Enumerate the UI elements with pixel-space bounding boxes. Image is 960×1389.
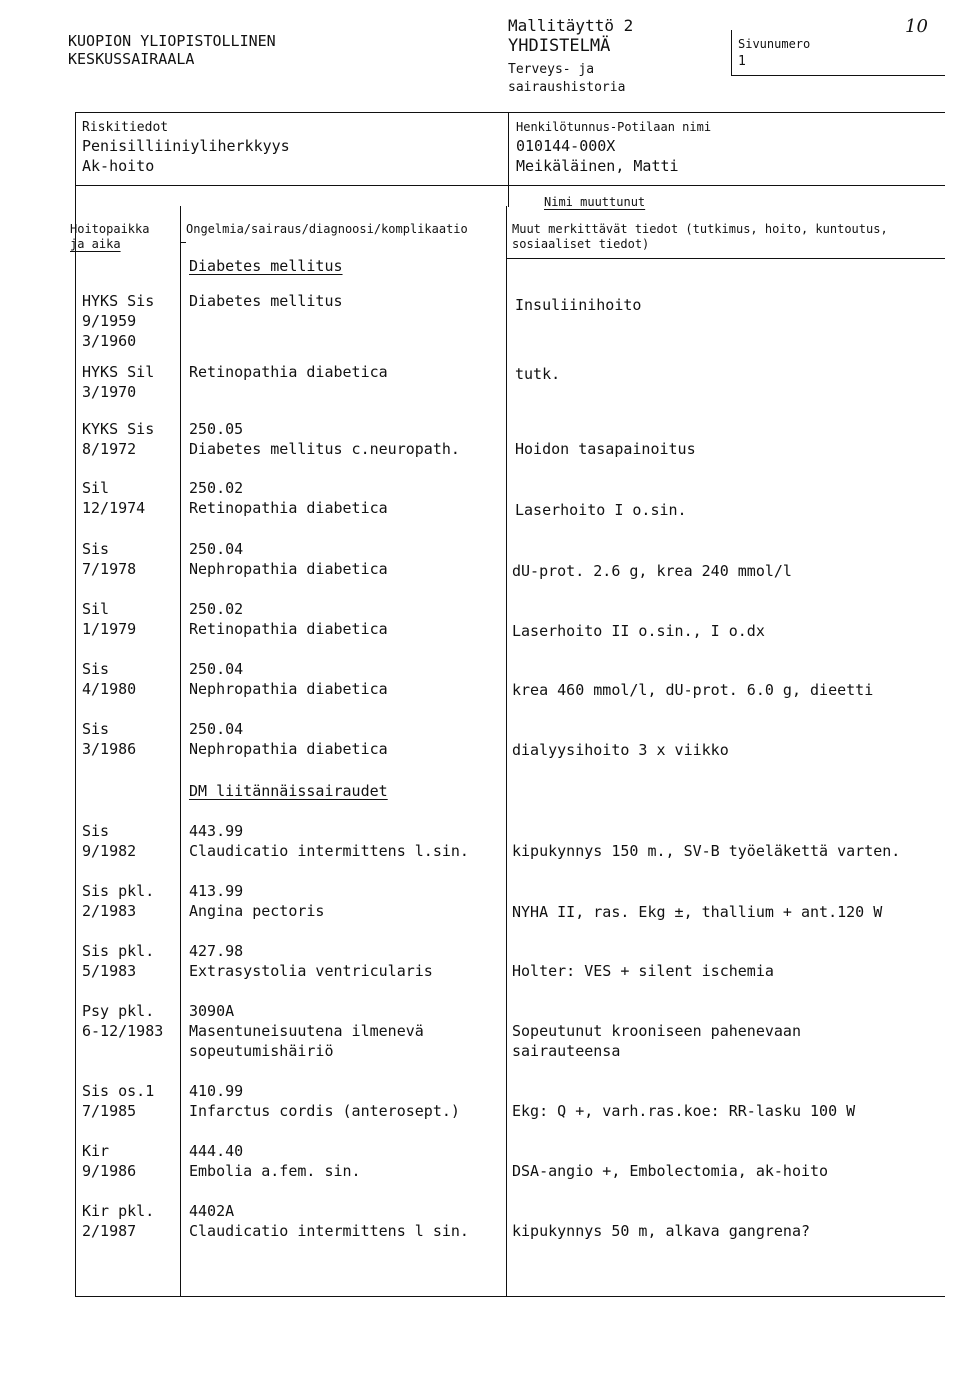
row-notes: NYHA II, ras. Ekg ±, thallium + ant.120 W: [512, 903, 883, 921]
page-number-label: Sivunumero: [738, 37, 811, 51]
row-time: 2/1987: [82, 1222, 137, 1240]
row-code: 250.04: [189, 720, 244, 738]
row-time: 3/1986: [82, 740, 137, 758]
row-code: 4402A: [189, 1202, 235, 1220]
risk-line-2: Ak-hoito: [82, 157, 155, 175]
form-subtitle-1: Terveys- ja: [508, 62, 595, 77]
row-code: 443.99: [189, 822, 244, 840]
row-diagnosis: Claudicatio intermittens l sin.: [189, 1222, 469, 1240]
row-time: 5/1983: [82, 962, 137, 980]
risk-line-1: Penisilliiniyliherkkyys: [82, 137, 290, 155]
page-box-bottom-border: [731, 75, 945, 76]
row-place: Psy pkl.: [82, 1002, 155, 1020]
row-notes: kipukynnys 150 m., SV-B työeläkettä varten.: [512, 842, 901, 860]
row-time: 9/1986: [82, 1162, 137, 1180]
page-box-left-border: [731, 30, 732, 76]
row-code: 250.04: [189, 540, 244, 558]
column-divider-2: [506, 206, 507, 1296]
row-diagnosis: Embolia a.fem. sin.: [189, 1162, 361, 1180]
row-notes: kipukynnys 50 m, alkava gangrena?: [512, 1222, 811, 1240]
risk-label: Riskitiedot: [82, 120, 169, 135]
row-diagnosis-2: sopeutumishäiriö: [189, 1042, 334, 1060]
header-rule-short: [180, 242, 186, 243]
row-diagnosis: Masentuneisuutena ilmenevä: [189, 1022, 424, 1040]
row-notes: Holter: VES + silent ischemia: [512, 962, 774, 980]
row-diagnosis: Infarctus cordis (anterosept.): [189, 1102, 460, 1120]
row-code: 250.02: [189, 600, 244, 618]
section-title-diabetes: Diabetes mellitus: [189, 257, 343, 275]
row-notes-2: sairauteensa: [512, 1042, 621, 1060]
row-diagnosis: Extrasystolia ventricularis: [189, 962, 433, 980]
row-notes: krea 460 mmol/l, dU-prot. 6.0 g, dieetti: [512, 681, 874, 699]
row-time: 9/1959: [82, 312, 137, 330]
col-notes-header-2: sosiaaliset tiedot): [512, 237, 650, 251]
row-time: 8/1972: [82, 440, 137, 458]
row-diagnosis: Claudicatio intermittens l.sin.: [189, 842, 469, 860]
row-diagnosis: Nephropathia diabetica: [189, 740, 388, 758]
row-notes: dU-prot. 2.6 g, krea 240 mmol/l: [512, 562, 792, 580]
row-code: 427.98: [189, 942, 244, 960]
col-notes-header-1: Muut merkittävät tiedot (tutkimus, hoito, kuntoutus,: [512, 222, 888, 236]
patient-name: Meikäläinen, Matti: [516, 157, 679, 175]
row-notes: dialyysihoito 3 x viikko: [512, 741, 729, 759]
hospital-name-line1: KUOPION YLIOPISTOLLINEN: [68, 32, 276, 50]
page-number: 1: [738, 54, 746, 69]
row-diagnosis: Nephropathia diabetica: [189, 680, 388, 698]
row-place: KYKS Sis: [82, 420, 155, 438]
name-note-box-left: [508, 185, 509, 207]
row-place: Kir: [82, 1142, 110, 1160]
form-subtitle-2: sairaushistoria: [508, 80, 626, 95]
row-place: Sis: [82, 660, 110, 678]
column-divider-1: [180, 206, 181, 1296]
row-code: 410.99: [189, 1082, 244, 1100]
row-time: 2/1983: [82, 902, 137, 920]
frame-top: [75, 112, 945, 113]
row-time: 1/1979: [82, 620, 137, 638]
row-code: 413.99: [189, 882, 244, 900]
section-title-dm-complications: DM liitännäissairaudet: [189, 782, 388, 800]
row-diagnosis: Diabetes mellitus: [189, 292, 343, 310]
row-time-2: 3/1960: [82, 332, 137, 350]
row-diagnosis: Angina pectoris: [189, 902, 325, 920]
row-place: Sis: [82, 822, 110, 840]
row-place: Sil: [82, 479, 110, 497]
row-notes: tutk.: [515, 365, 561, 383]
row-time: 9/1982: [82, 842, 137, 860]
row-place: Sis pkl.: [82, 882, 155, 900]
row-diagnosis: Nephropathia diabetica: [189, 560, 388, 578]
row-time: 3/1970: [82, 383, 137, 401]
row-place: HYKS Sil: [82, 363, 155, 381]
row-diagnosis: Retinopathia diabetica: [189, 499, 388, 517]
col-place-header-2: ja aika: [70, 237, 121, 251]
row-notes: Laserhoito I o.sin.: [515, 501, 687, 519]
row-time: 7/1978: [82, 560, 137, 578]
header-rule-long: [506, 258, 945, 259]
row-code: 3090A: [189, 1002, 235, 1020]
row-code: 250.02: [189, 479, 244, 497]
row-time: 6-12/1983: [82, 1022, 164, 1040]
row-time: 7/1985: [82, 1102, 137, 1120]
row-code: 444.40: [189, 1142, 244, 1160]
patient-box-left: [508, 112, 509, 186]
corner-mark: 10: [905, 16, 928, 37]
row-time: 12/1974: [82, 499, 146, 517]
row-code: 250.04: [189, 660, 244, 678]
form-code: Mallitäyttö 2: [508, 16, 634, 35]
row-code: 250.05: [189, 420, 244, 438]
row-notes: Hoidon tasapainoitus: [515, 440, 696, 458]
col-diagnosis-header: Ongelmia/sairaus/diagnoosi/komplikaatio: [186, 222, 468, 236]
row-diagnosis: Retinopathia diabetica: [189, 363, 388, 381]
row-diagnosis: Retinopathia diabetica: [189, 620, 388, 638]
row-place: Sil: [82, 600, 110, 618]
row-place: Sis: [82, 540, 110, 558]
row-place: Sis: [82, 720, 110, 738]
form-title: YHDISTELMÄ: [508, 36, 611, 56]
patient-label: Henkilötunnus-Potilaan nimi: [516, 120, 712, 134]
row-place: Sis pkl.: [82, 942, 155, 960]
name-note-box-top: [508, 185, 538, 186]
col-place-header-1: Hoitopaikka: [70, 222, 150, 236]
frame-left: [75, 112, 76, 1297]
patient-id: 010144-000X: [516, 137, 616, 155]
row-place: HYKS Sis: [82, 292, 155, 310]
row-place: Sis os.1: [82, 1082, 155, 1100]
row-notes: DSA-angio +, Embolectomia, ak-hoito: [512, 1162, 829, 1180]
name-changed-note: Nimi muuttunut: [544, 195, 646, 209]
hospital-name-line2: KESKUSSAIRAALA: [68, 50, 195, 68]
row-notes: Laserhoito II o.sin., I o.dx: [512, 622, 765, 640]
row-place: Kir pkl.: [82, 1202, 155, 1220]
row-notes: Ekg: Q +, varh.ras.koe: RR-lasku 100 W: [512, 1102, 856, 1120]
row-time: 4/1980: [82, 680, 137, 698]
row-diagnosis: Diabetes mellitus c.neuropath.: [189, 440, 460, 458]
row-notes: Insuliinihoito: [515, 296, 642, 314]
row-notes: Sopeutunut krooniseen pahenevaan: [512, 1022, 801, 1040]
frame-bottom: [75, 1296, 945, 1297]
